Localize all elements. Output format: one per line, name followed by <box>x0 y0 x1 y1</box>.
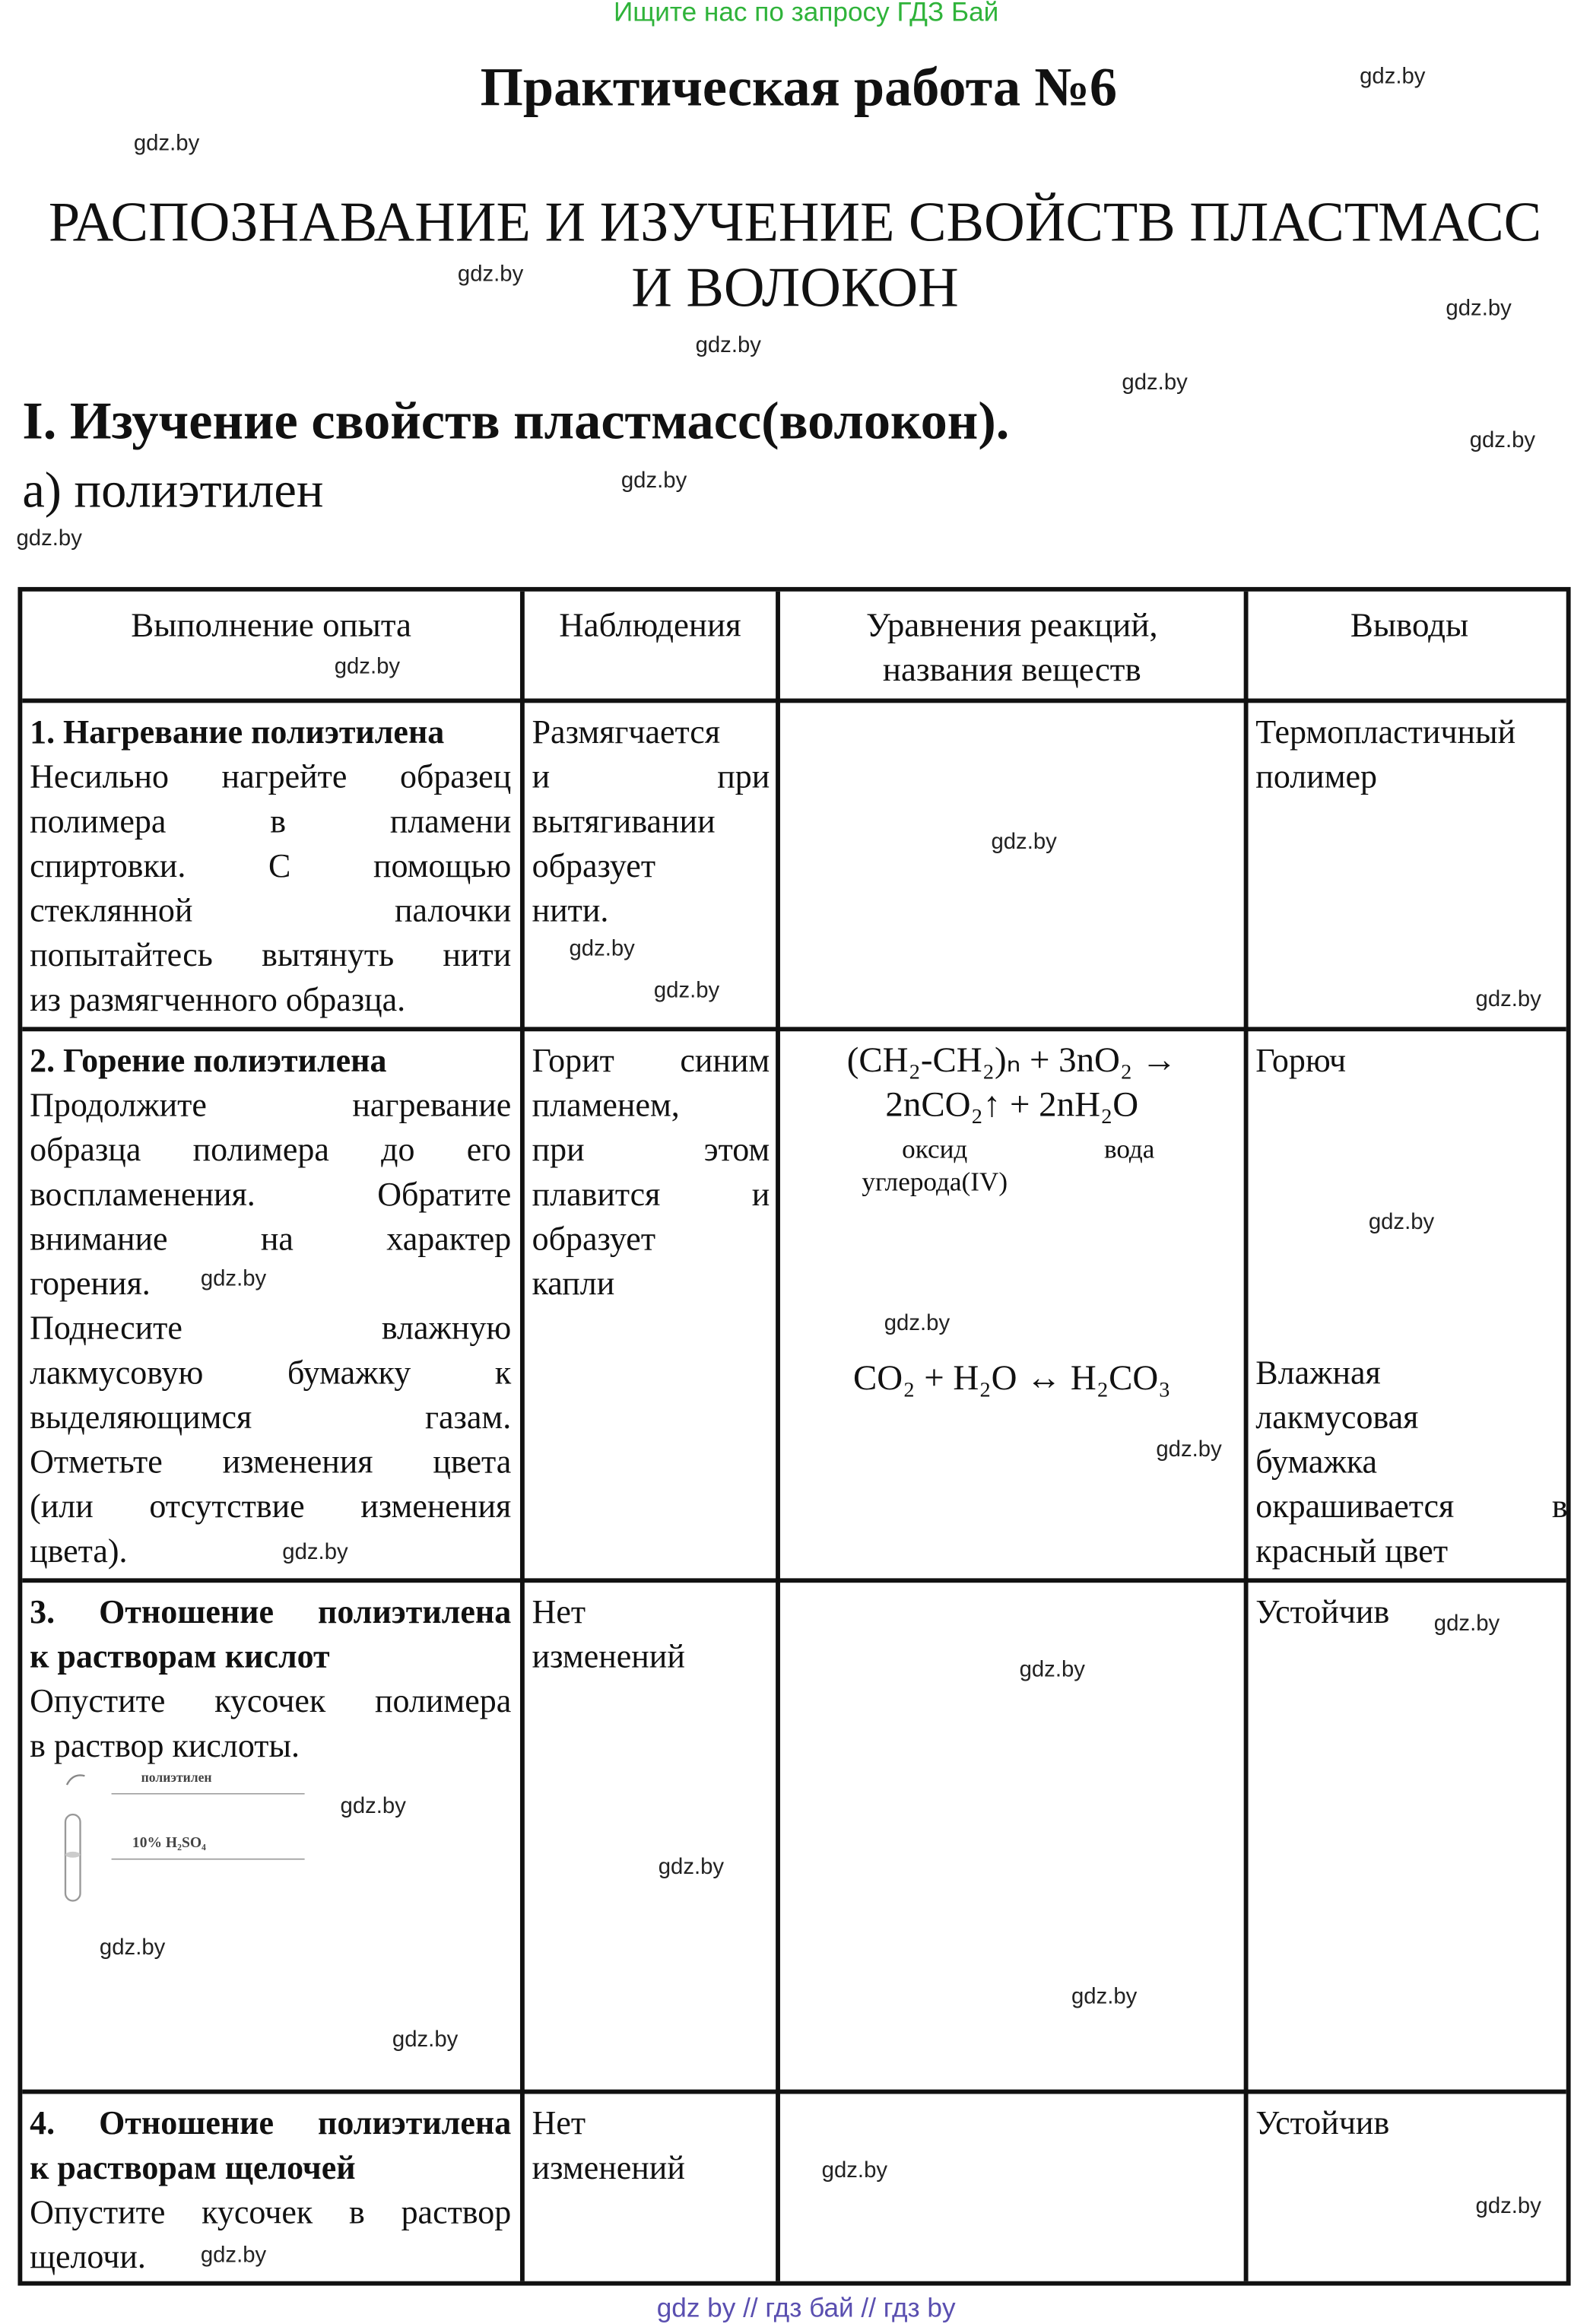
watermark: gdz.by <box>457 261 524 287</box>
task-line: образца полимера до его <box>30 1131 512 1169</box>
page-title-wrap <box>0 56 1590 122</box>
column-divider <box>1244 592 1249 2281</box>
header-equations-line: Уравнения реакций, <box>865 606 1158 644</box>
watermark: gdz.by <box>99 1935 166 1960</box>
watermark: gdz.by <box>1433 1611 1500 1637</box>
task-line: внимание на характер <box>30 1220 512 1258</box>
subtitle-row <box>0 190 1590 256</box>
obs-line: Размягчается <box>532 713 721 751</box>
row2-observation <box>532 1039 770 1306</box>
task-line: Отметьте изменения цвета <box>30 1443 512 1481</box>
subsection-heading: а) полиэтилен <box>22 463 324 519</box>
obs-line: Нет <box>532 2104 586 2142</box>
watermark: gdz.by <box>653 977 720 1004</box>
row-title: 2. Горение полиэтилена <box>30 1041 387 1079</box>
obs-line: плавится и <box>532 1175 770 1213</box>
obs-line: нити. <box>532 891 609 929</box>
watermark: gdz.by <box>991 829 1057 855</box>
task-line: цвета). <box>30 1532 128 1570</box>
row1-conclusion <box>1255 710 1567 799</box>
row4-conclusion: Устойчив <box>1255 2104 1390 2142</box>
row1-procedure <box>30 710 511 1022</box>
task-line: Продолжите нагревание <box>30 1086 512 1124</box>
watermark: gdz.by <box>392 2027 459 2053</box>
watermark: gdz.by <box>1475 986 1541 1012</box>
watermark: gdz.by <box>16 525 82 552</box>
row1-observation <box>532 710 770 933</box>
watermark: gdz.by <box>1475 2193 1541 2219</box>
search-hint-link[interactable]: Ищите нас по запросу ГДЗ Бай <box>613 0 999 27</box>
row2-procedure <box>30 1039 511 1574</box>
watermark: gdz.by <box>340 1793 406 1819</box>
row-title: 4. Отношение полиэтилена <box>30 2104 512 2142</box>
row-title: к растворам кислот <box>30 1637 330 1675</box>
watermark: gdz.by <box>658 1854 725 1881</box>
watermark: gdz.by <box>200 1265 267 1292</box>
page-title: Практическая работа №6 <box>480 58 1118 119</box>
task-line: лакмусовую бумажку к <box>30 1354 512 1392</box>
section-heading: I. Изучение свойств пластмасс(волокон). <box>22 390 1010 451</box>
conclusion-line: лакмусовая <box>1255 1398 1419 1436</box>
obs-line: изменений <box>532 2148 685 2186</box>
label-water: вода <box>1103 1134 1155 1164</box>
obs-line: капли <box>532 1265 615 1302</box>
task-line: Поднесите влажную <box>30 1309 512 1347</box>
watermark: gdz.by <box>1360 64 1426 90</box>
obs-line: и при <box>532 757 770 795</box>
header-equations <box>780 603 1244 692</box>
test-tube-figure <box>40 1770 308 1914</box>
page-subtitle <box>0 190 1590 321</box>
row2-conclusion-litmus <box>1255 1351 1567 1573</box>
header-conclusions: Выводы <box>1350 606 1469 644</box>
watermark: gdz.by <box>282 1539 348 1565</box>
row-title: 3. Отношение полиэтилена <box>30 1592 512 1630</box>
watermark: gdz.by <box>1469 427 1536 454</box>
header-observations: Наблюдения <box>559 606 741 644</box>
watermark: gdz.by <box>1446 295 1512 322</box>
subtitle-row <box>0 256 1590 321</box>
task-line: попытайтесь вытянуть нити <box>30 936 512 974</box>
row-divider <box>22 1027 1566 1031</box>
watermark: gdz.by <box>1122 370 1188 395</box>
equation-line: 2nCO₂↑ + 2nH₂O <box>885 1086 1139 1125</box>
conclusion-line: бумажка <box>1255 1443 1378 1481</box>
footer <box>0 2293 1590 2324</box>
search-hint <box>0 0 1590 28</box>
task-line: Опустите кусочек в раствор <box>30 2193 512 2231</box>
carbonic-acid-equation: CO₂ + H₂O ↔ H₂CO₃ <box>853 1360 1171 1399</box>
header-equations-line: названия веществ <box>882 650 1141 688</box>
task-line: Несильно нагрейте образец <box>30 757 512 795</box>
conclusion-line: окрашивается в <box>1255 1487 1568 1526</box>
task-line: стеклянной палочки <box>30 891 512 929</box>
conclusion-line: красный цвет <box>1255 1532 1449 1570</box>
watermark: gdz.by <box>1368 1209 1435 1235</box>
row-divider <box>22 2090 1566 2094</box>
watermark: gdz.by <box>884 1310 951 1336</box>
obs-line: пламенем, <box>532 1086 680 1124</box>
footer-links[interactable]: gdz by // гдз бай // гдз by <box>656 2293 956 2323</box>
experiment-table <box>17 587 1570 2286</box>
row-divider <box>22 1578 1566 1583</box>
figure-label-acid: 10% H₂SO₄ <box>132 1835 206 1852</box>
obs-line: Горит синим <box>532 1041 770 1079</box>
watermark: gdz.by <box>1071 1983 1138 2010</box>
row-title: к растворам щелочей <box>30 2148 356 2186</box>
task-line: полимера в пламени <box>30 802 512 840</box>
subtitle-line: И ВОЛОКОН <box>631 257 959 320</box>
watermark: gdz.by <box>334 653 401 680</box>
conclusion-line: полимер <box>1255 757 1378 795</box>
task-line: из размягченного образца. <box>30 980 406 1018</box>
label-line: оксид <box>902 1134 968 1164</box>
conclusion-line: Термопластичный <box>1255 713 1516 751</box>
task-line: горения. <box>30 1265 151 1302</box>
obs-line: Нет <box>532 1592 586 1630</box>
row-title: 1. Нагревание полиэтилена <box>30 713 445 751</box>
watermark: gdz.by <box>133 130 200 157</box>
task-line: выделяющимся газам. <box>30 1398 512 1436</box>
task-line: щелочи. <box>30 2238 146 2275</box>
obs-line: образует <box>532 1220 656 1258</box>
combustion-equation <box>780 1039 1244 1128</box>
row4-observation <box>532 2101 770 2190</box>
label-carbon-oxide <box>862 1132 1008 1198</box>
row2-conclusion-flammable: Горюч <box>1255 1041 1347 1079</box>
row3-procedure <box>30 1590 511 1769</box>
row4-procedure <box>30 2101 511 2280</box>
row3-observation <box>532 1590 770 1679</box>
subtitle-line: РАСПОЗНАВАНИЕ И ИЗУЧЕНИЕ СВОЙСТВ ПЛАСТМАСС <box>48 192 1542 255</box>
figure-label-polyethylene: полиэтилен <box>141 1770 212 1785</box>
watermark: gdz.by <box>821 2157 888 2183</box>
obs-line: образует <box>532 846 656 884</box>
task-line: в раствор кислоты. <box>30 1726 300 1764</box>
obs-line: при этом <box>532 1131 770 1169</box>
watermark: gdz.by <box>1019 1656 1085 1683</box>
column-divider <box>520 592 525 2281</box>
conclusion-line: Влажная <box>1255 1354 1381 1392</box>
obs-line: вытягивании <box>532 802 716 840</box>
watermark: gdz.by <box>569 936 635 962</box>
task-line: (или отсутствие изменения <box>30 1487 512 1526</box>
task-line: воспламенения. Обратите <box>30 1175 512 1213</box>
row-divider <box>22 698 1566 703</box>
task-line: спиртовки. С помощью <box>30 846 512 884</box>
header-procedure: Выполнение опыта <box>131 606 411 644</box>
column-divider <box>776 592 780 2281</box>
obs-line: изменений <box>532 1637 685 1675</box>
task-line: Опустите кусочек полимера <box>30 1682 512 1720</box>
watermark: gdz.by <box>620 468 687 494</box>
label-line: углерода(IV) <box>862 1167 1008 1197</box>
watermark: gdz.by <box>1156 1437 1222 1462</box>
equation-line: (CH₂-CH₂)ₙ + 3nO₂ → <box>846 1041 1177 1081</box>
watermark: gdz.by <box>695 332 761 358</box>
watermark: gdz.by <box>200 2242 267 2268</box>
row3-conclusion: Устойчив <box>1255 1592 1390 1630</box>
